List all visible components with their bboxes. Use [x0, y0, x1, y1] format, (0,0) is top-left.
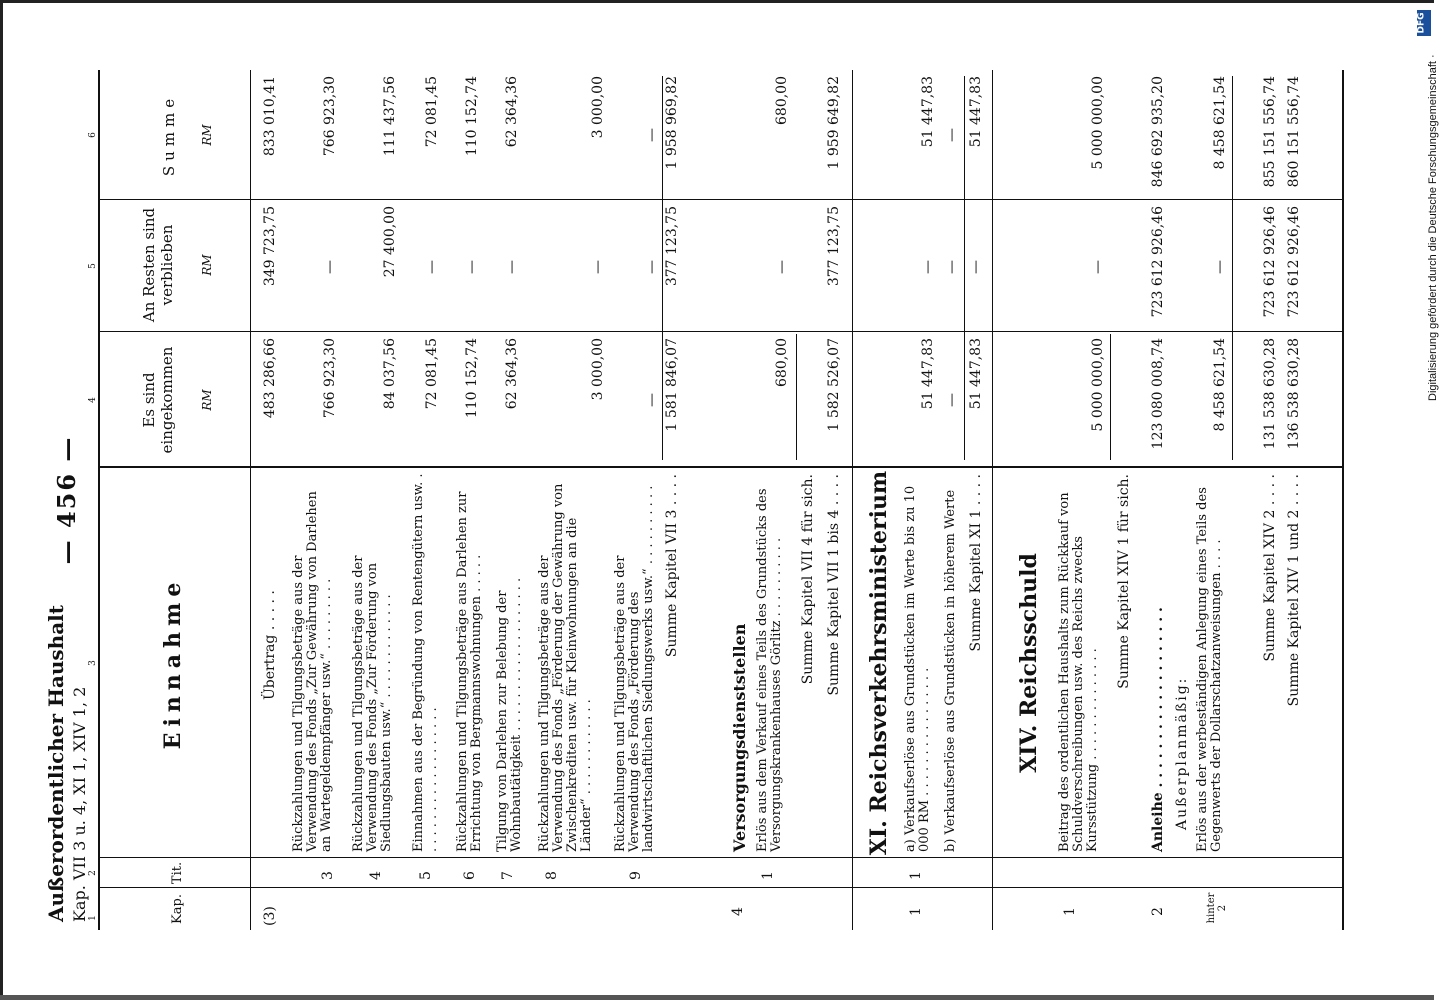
- value-eingekommen: 62 364,36: [504, 338, 520, 410]
- page-number: — 456 —: [52, 435, 81, 565]
- column-number: 6: [88, 132, 98, 138]
- column-number: 4: [88, 397, 98, 403]
- sum-eingekommen: 1 581 846,07: [664, 338, 680, 432]
- value-eingekommen: 123 080 008,74: [1150, 338, 1166, 450]
- sum-summe: 1 958 969,82: [664, 76, 680, 170]
- kap-cell: (3): [262, 906, 278, 926]
- column-rule: [98, 857, 1344, 858]
- sum-label: Summe Kapitel VII 4 für sich.: [800, 474, 816, 685]
- sum-eingekommen: 131 538 630,28: [1262, 338, 1278, 450]
- section-rule: [852, 70, 853, 930]
- sum-rule: [1110, 334, 1111, 460]
- value-summe: 51 447,83: [920, 76, 936, 148]
- value-eingekommen: 3 000,00: [590, 338, 606, 401]
- row-text: Erlös aus dem Verkauf eines Teils des Grundstücks des Versorgungskrankenhauses Görlitz . . . . . . . . . .: [755, 488, 784, 852]
- column-header-eingekommen: Es sind eingekommen: [140, 346, 176, 454]
- value-reste: —: [1212, 260, 1228, 274]
- column-header-summe: Summe: [160, 93, 178, 177]
- value-eingekommen: 680,00: [774, 338, 790, 387]
- document-title: Außerordentlicher Haushalt: [44, 604, 68, 922]
- value-eingekommen: 8 458 621,54: [1212, 338, 1228, 432]
- sum-label: Summe Kapitel XIV 1 für sich.: [1116, 474, 1132, 689]
- row-text: Tilgung von Darlehen zur Belebung der Wohnbautätigkeit . . . . . . . . . . . . . . . . . . .: [495, 577, 524, 852]
- kap-cell: 1: [1062, 907, 1078, 916]
- tit-cell: 7: [500, 871, 516, 880]
- dfg-logo: [1417, 10, 1431, 36]
- tit-cell: 1: [760, 871, 776, 880]
- column-header-unit: RM: [200, 254, 214, 276]
- kap-cell: 2: [1150, 907, 1166, 916]
- sum-eingekommen: 51 447,83: [968, 338, 984, 410]
- value-reste: —: [464, 260, 480, 274]
- funding-credit-text: Digitalisierung gefördert durch die Deutsche Forschungsgemeinschaft ·: [1427, 54, 1439, 401]
- section-heading: XI. Reichsverkehrsministerium: [866, 470, 892, 856]
- sum-rule: [796, 334, 797, 460]
- value-eingekommen: 84 037,56: [382, 338, 398, 410]
- value-reste: —: [774, 260, 790, 274]
- tit-cell: 1: [908, 871, 924, 880]
- row-text: b) Verkaufserlöse aus Grundstücken in höherem Werte: [943, 489, 958, 852]
- column-rule: [98, 331, 1344, 332]
- row-text: Rückzahlungen und Tilgungsbeträge aus der Verwendung des Fonds „Förderung der Gewährung von Zwischenkrediten usw. für Kleinwohnungen an die Länder“ . . . . . . . . . . . .: [537, 483, 594, 852]
- value-eingekommen: —: [644, 393, 660, 407]
- row-text: a) Verkaufserlöse aus Grundstücken im Werte bis zu 10 000 RM . . . . . . . . . . . . . . . .: [903, 485, 932, 852]
- sum-eingekommen: 136 538 630,28: [1286, 338, 1302, 450]
- section-rule: [992, 70, 993, 930]
- sum-label: Summe Kapitel XIV 2 . . . .: [1262, 474, 1278, 662]
- sum-summe: 855 151 556,74: [1262, 76, 1278, 188]
- row-text: Erlös aus der werbeständigen Anlegung eines Teils des Gegenwerts der Dollarschatzanweisungen . . . .: [1195, 487, 1224, 852]
- tit-cell: 9: [628, 871, 644, 880]
- value-eingekommen: 51 447,83: [920, 338, 936, 410]
- kap-cell: 4: [730, 907, 746, 916]
- value-reste: —: [644, 260, 660, 274]
- row-text: Rückzahlungen und Tilgungsbeträge aus der Verwendung des Fonds „Zur Gewährung von Darlehen an Wartegeldempfänger usw.“ . . . . . . . . .: [291, 491, 334, 852]
- column-header-unit: RM: [200, 124, 214, 146]
- value-summe: 846 692 935,20: [1150, 76, 1166, 188]
- value-summe: 680,00: [774, 76, 790, 125]
- value-reste: —: [920, 260, 936, 274]
- value-reste: —: [1090, 260, 1106, 274]
- column-number: 1: [88, 915, 98, 921]
- value-summe: 833 010,41: [262, 76, 278, 157]
- value-reste: 349 723,75: [262, 206, 278, 287]
- dfg-logo-text: DFG: [1416, 12, 1427, 34]
- column-number: 2: [88, 870, 98, 876]
- column-rule: [98, 887, 1344, 888]
- sum-summe: 1 959 649,82: [826, 76, 842, 170]
- sum-reste: 377 123,75: [826, 206, 842, 287]
- sum-rule: [964, 76, 965, 460]
- value-eingekommen: —: [944, 393, 960, 407]
- column-header-einnahme: Einnahme: [160, 576, 186, 750]
- section-heading: XIV. Reichsschuld: [1016, 553, 1042, 773]
- value-reste: 723 612 926,46: [1150, 206, 1166, 318]
- value-summe: 110 152,74: [464, 76, 480, 157]
- value-reste: —: [944, 260, 960, 274]
- sum-label: Summe Kapitel VII 3 . . . .: [664, 474, 680, 658]
- sum-eingekommen: 1 582 526,07: [826, 338, 842, 432]
- value-summe: 3 000,00: [590, 76, 606, 139]
- row-text: Rückzahlungen und Tilgungsbeträge aus der Verwendung des Fonds „Förderung des landwirtschaftlichen Siedlungswerks usw.“ . . . . . . . . . .: [613, 485, 656, 852]
- kap-cell: 1: [908, 907, 924, 916]
- column-rule: [98, 199, 1344, 200]
- sum-rule: [662, 76, 663, 460]
- sum-reste: 377 123,75: [664, 206, 680, 287]
- column-header-kap: Kap.: [170, 894, 185, 924]
- column-number: 5: [88, 263, 98, 269]
- value-summe: 5 000 000,00: [1090, 76, 1106, 170]
- value-eingekommen: 110 152,74: [464, 338, 480, 419]
- value-summe: —: [644, 128, 660, 142]
- sum-reste: —: [968, 260, 984, 274]
- row-text: Beitrag des ordentlichen Haushalts zum Rückkauf von Schuldverschreibungen usw. des Reichs zwecks Kursstützung . . . . . . . . . . . . . .: [1057, 492, 1100, 852]
- funding-credit: [1426, 40, 1440, 400]
- row-text: Rückzahlungen und Tilgungsbeträge aus der Verwendung des Fonds „Zur Förderung von Siedlungsbauten usw.“ . . . . . . . . . . . . .: [351, 555, 394, 852]
- value-summe: 72 081,45: [424, 76, 440, 148]
- value-summe: 766 923,30: [322, 76, 338, 157]
- tit-cell: 4: [368, 871, 384, 880]
- tit-cell: 8: [544, 871, 560, 880]
- sum-label: Summe Kapitel VII 1 bis 4 . . . .: [826, 474, 842, 696]
- row-text: Anleihe . . . . . . . . . . . . . . . . . . .: [1150, 607, 1166, 852]
- section-heading: Versorgungsdienststellen: [730, 623, 749, 852]
- tit-cell: 5: [418, 871, 434, 880]
- value-summe: 62 364,36: [504, 76, 520, 148]
- value-reste: —: [504, 260, 520, 274]
- sum-rule: [1232, 76, 1233, 460]
- value-reste: —: [322, 260, 338, 274]
- value-eingekommen: 766 923,30: [322, 338, 338, 419]
- column-header-reste: An Resten sind verblieben: [140, 207, 176, 323]
- sum-reste: 723 612 926,46: [1262, 206, 1278, 318]
- column-header-unit: RM: [200, 389, 214, 411]
- column-header-tit: Tit.: [170, 861, 185, 885]
- sum-label: Summe Kapitel XIV 1 und 2 . . . .: [1286, 474, 1302, 707]
- value-reste: 27 400,00: [382, 206, 398, 278]
- column-number: 3: [88, 660, 98, 666]
- value-summe: 111 437,56: [382, 76, 398, 157]
- value-summe: 8 458 621,54: [1212, 76, 1228, 170]
- value-reste: —: [590, 260, 606, 274]
- tit-cell: 6: [462, 871, 478, 880]
- row-text: Einnahmen aus der Begründung von Rentengütern usw. . . . . . . . . . . . . . . . . . . .: [411, 473, 440, 852]
- sum-reste: 723 612 926,46: [1286, 206, 1302, 318]
- column-rule: [98, 466, 1344, 468]
- value-eingekommen: 5 000 000,00: [1090, 338, 1106, 432]
- value-eingekommen: 72 081,45: [424, 338, 440, 410]
- tit-cell: 3: [320, 871, 336, 880]
- sum-summe: 51 447,83: [968, 76, 984, 148]
- row-text: Außerplanmäßig:: [1174, 676, 1190, 830]
- value-summe: —: [944, 128, 960, 142]
- value-eingekommen: 483 286,66: [262, 338, 278, 419]
- document-subtitle: Kap. VII 3 u. 4, XI 1, XIV 1, 2: [70, 686, 89, 922]
- sum-label: Summe Kapitel XI 1 . . . .: [968, 474, 984, 652]
- value-reste: —: [424, 260, 440, 274]
- row-text: Übertrag . . . . .: [262, 590, 278, 700]
- sum-summe: 860 151 556,74: [1286, 76, 1302, 188]
- row-text: Rückzahlungen und Tilgungsbeträge aus Darlehen zur Errichtung von Bergmannswohnungen . . . . .: [455, 491, 484, 852]
- kap-cell: hinter 2: [1206, 892, 1228, 924]
